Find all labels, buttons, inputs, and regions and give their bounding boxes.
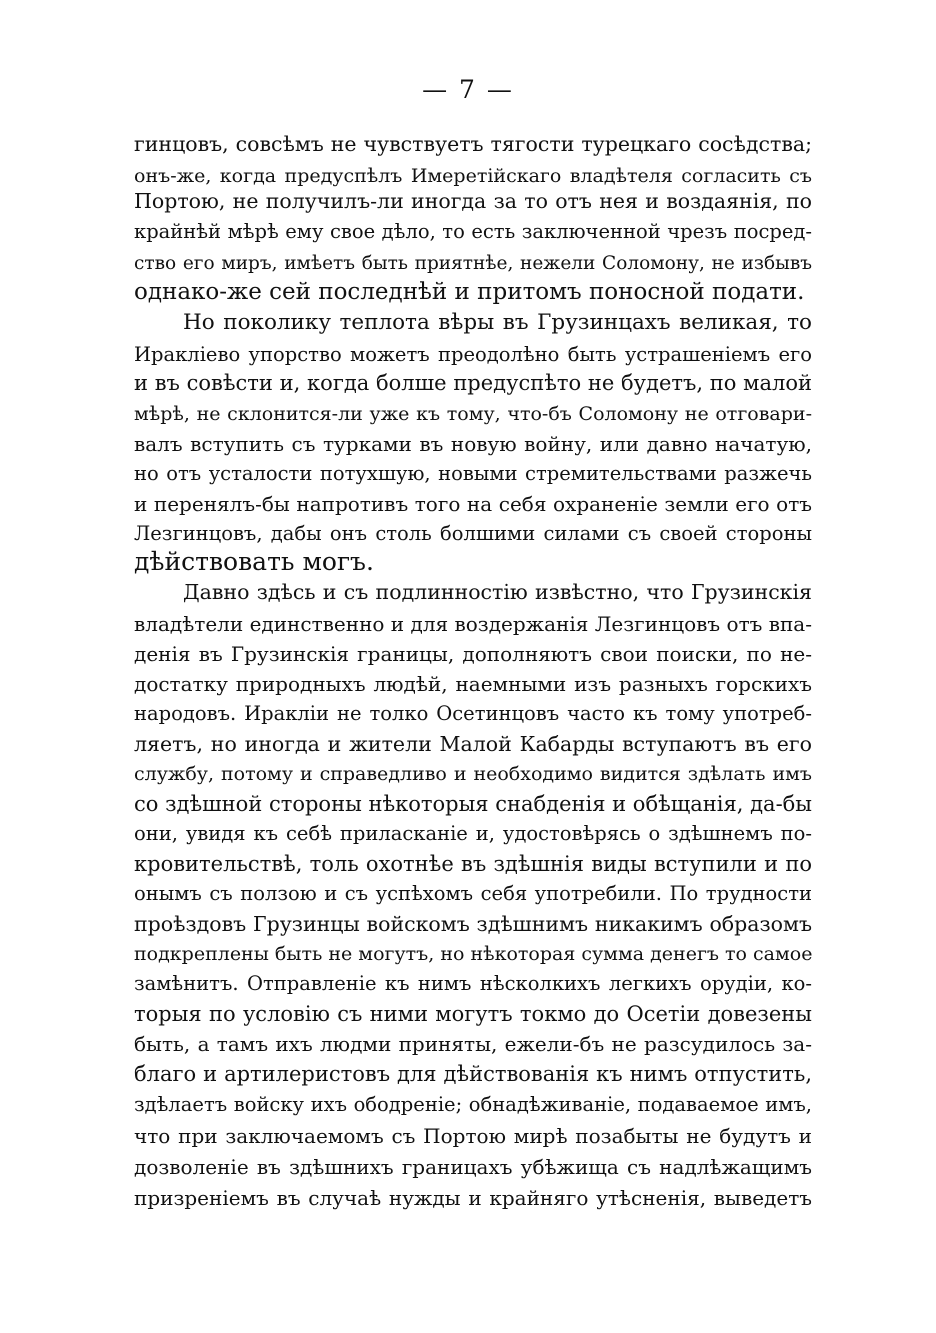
text-line: Ираклiево упорство можетъ преодолѣно быть устрашенiемъ его (134, 343, 812, 366)
text-line: денiя въ Грузинскiя границы, дополняютъ свои поиски, по не- (134, 642, 812, 666)
text-line: ство его миръ, имѣетъ быть приятнѣе, нежели Соломону, не избывъ (134, 253, 812, 274)
text-line: со здѣшной стороны нѣкоторыя снабденiя и обѣщанiя, да-бы (134, 792, 813, 816)
text-line: но отъ усталости потухшую, новыми стремительствами разжечь (134, 462, 812, 485)
text-line: Давно здѣсь и съ подлинностiю извѣстно, что Грузинскiя (183, 580, 812, 604)
text-line: онъ-же, когда предуспѣлъ Имеретійскаго владѣтеля согласить съ (134, 165, 812, 187)
text-line: замѣнитъ. Отправленiе къ нимъ нѣсколкихъ легкихъ орудiи, ко- (134, 972, 812, 995)
text-line: народовъ. Ираклiи не толко Осетинцовъ часто къ тому употреб- (134, 702, 812, 725)
text-line: они, увидя къ себѣ приласканiе и, удостовѣрясь о здѣшнемъ по- (134, 822, 812, 845)
text-line: быть, а тамъ ихъ людми приняты, ежели-бъ не разсудилось за- (134, 1032, 812, 1056)
text-line: достатку природныхъ людѣй, наемными изъ разныхъ горскихъ (134, 672, 812, 696)
text-line: подкреплены быть не могутъ, но нѣкоторая сумма денегъ то самое (134, 943, 813, 965)
text-line: мѣрѣ, не склонится-ли уже къ тому, что-бъ Соломону не отговари- (134, 403, 812, 425)
text-line: и перенялъ-бы напротивъ того на себя охраненiе земли его отъ (134, 492, 812, 516)
text-line: здѣлаетъ войску ихъ ободренiе; обнадѣживанiе, подаваемое имъ, (134, 1093, 812, 1116)
text-line: владѣтели единственно и для воздержанiя Лезгинцовъ отъ впа- (134, 612, 812, 636)
text-line: Портою, не получилъ-ли иногда за то отъ нея и воздаянія, по (134, 189, 812, 213)
text-line: Лезгинцовъ, дабы онъ столь болшими силами съ своей стороны (134, 522, 812, 545)
text-line: валъ вступить съ турками въ новую войну, или давно начатую, (134, 432, 812, 456)
text-line: дѣйствовать могъ. (134, 547, 374, 576)
text-line: однако-же сей последнѣй и притомъ поносной подати. (134, 279, 805, 305)
text-line: благо и артилеристовъ для дѣйствованiя къ нимъ отпустить, (134, 1062, 812, 1086)
text-line: дозволенiе въ здѣшнихъ границахъ убѣжища съ надлѣжащимъ (134, 1155, 812, 1179)
page-number: — 7 — (422, 75, 514, 104)
text-line: что при заключаемомъ съ Портою мирѣ позабыты не будутъ и (134, 1124, 812, 1148)
text-line: призренiемъ въ случаѣ нужды и крайняго утѣсненiя, выведетъ (134, 1186, 812, 1210)
text-line: проѣздовъ Грузинцы войскомъ здѣшнимъ никакимъ образомъ (134, 912, 812, 936)
text-line: онымъ съ ползою и съ успѣхомъ себя употребили. По трудности (134, 882, 812, 905)
text-line: ляетъ, но иногда и жители Малой Кабарды вступаютъ въ его (134, 732, 812, 756)
text-line: службу, потому и справедливо и необходимо видится здѣлать имъ (134, 763, 812, 785)
text-line: Но поколику теплота вѣры въ Грузинцахъ великая, то (183, 310, 812, 335)
text-line: кровительствѣ, толь охотнѣе въ здѣшнiя виды вступили и по (134, 852, 812, 876)
text-line: торыя по условiю съ ними могутъ токмо до Осетiи довезены (134, 1002, 812, 1026)
text-line: крайнѣй мѣрѣ ему свое дѣло, то есть заключенной чрезъ посред- (134, 220, 812, 243)
text-line: и въ совѣсти и, когда болше предуспѣто не будетъ, по малой (134, 371, 812, 395)
text-line: гинцовъ, совсѣмъ не чувствуетъ тягости турецкаго сосѣдства; (134, 132, 812, 156)
